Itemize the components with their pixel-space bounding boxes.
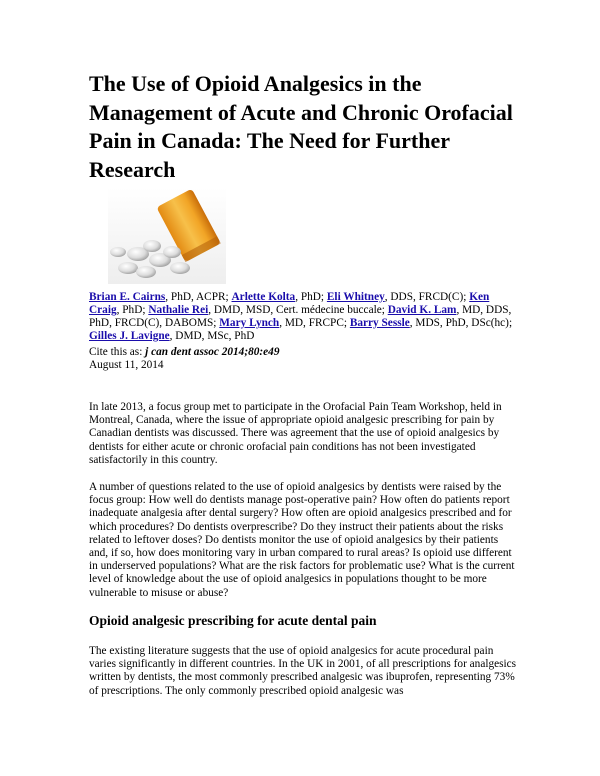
citation-reference: j can dent assoc 2014;80:e49 [145,346,280,358]
author-list: Brian E. Cairns, PhD, ACPR; Arlette Kolta, PhD; Eli Whitney, DDS, FRCD(C); Ken Craig, PhD; Nathalie Rei, DMD, MSD, Cert. médecine buccale; David K. Lam, MD, DDS, PhD, FRCD(C), DABOMS; Mary Lynch, MD, FRCPC; Barry Sessle, MDS, PhD, DSc(hc); Gilles J. Lavigne, DMD, MSc, PhD [89,291,513,342]
author-link[interactable]: Arlette Kolta [231,291,296,303]
author-link[interactable]: Gilles J. Lavigne [89,330,170,342]
author-link[interactable]: Eli Whitney [326,291,385,303]
paragraph-acute-pain: The existing literature suggests that the use of opioid analgesics for acute procedural pain varies significantly in different countries. In the UK in 2001, of all prescriptions for analgesics written by dentists, the most commonly prescribed analgesic was ibuprofen, representing 73% of prescriptions. The only commonly prescribed opioid analgesic was [89,645,517,697]
author-link[interactable]: Brian E. Cairns [89,291,166,303]
article-title: The Use of Opioid Analgesics in the Management of Acute and Chronic Orofacial Pain in Canada: The Need for Further Research [89,71,513,182]
paragraph-questions: A number of questions related to the use of opioid analgesics by dentists were raised by the focus group: How well do dentists manage post-operative pain? How often do patients report inadequate analgesia after dental surgery? How often are opioid analgesics prescribed and for which procedures? Do dentists overprescribe? Do they instruct their patients about the risks related to leftover doses? Do dentists monitor the use of opioid analgesics by their patients and, if so, how does monitoring vary in urban compared to rural areas? Is opioid use different in underserved populations? What are the risk factors for problematic use? What is the current level of knowledge about the use of opioid analgesics in populations thought to be more vulnerable to misuse or abuse? [89,481,515,599]
paragraph-intro: In late 2013, a focus group met to participate in the Orofacial Pain Team Workshop, held in Montreal, Canada, where the issue of appropriate opioid analgesic prescribing for pain by Canadian dentists was discussed. There was agreement that the use of opioid analgesics by dentists for either acute or chronic orofacial pain conditions has not been investigated satisfactorily in this country. [89,401,502,466]
author-link[interactable]: Barry Sessle [349,317,410,329]
author-link[interactable]: Ken Craig [89,291,490,316]
author-link[interactable]: Nathalie Rei [148,304,209,316]
author-link[interactable]: Mary Lynch [219,317,280,329]
citation: Cite this as: j can dent assoc 2014;80:e49 [89,346,280,358]
section-heading: Opioid analgesic prescribing for acute dental pain [89,613,377,628]
publication-date: August 11, 2014 [89,359,164,371]
pill-bottle-image [108,188,226,284]
author-link[interactable]: David K. Lam [387,304,457,316]
